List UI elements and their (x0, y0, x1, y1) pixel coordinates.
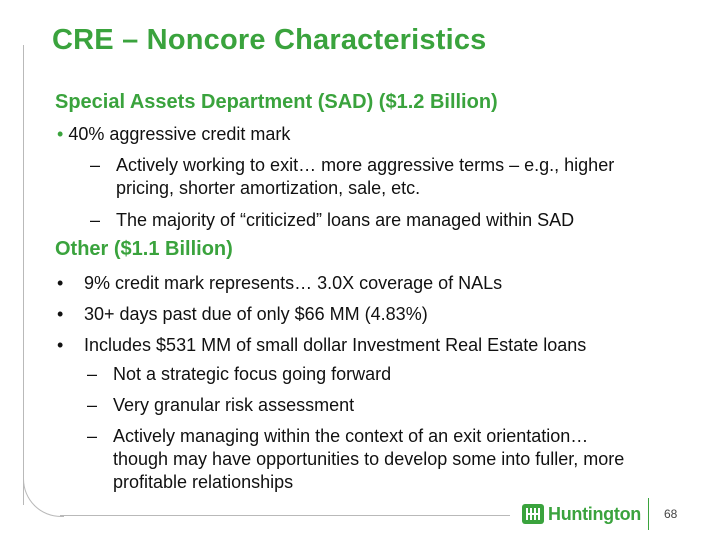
frame-bottom-line (60, 515, 510, 516)
bullet-glyph: • (57, 124, 64, 144)
frame-left-line (23, 45, 24, 505)
frame-corner-curve (23, 476, 64, 517)
sub-bullet-text-cont: pricing, shorter amortization, sale, etc. (116, 178, 421, 198)
bullet-glyph: • (57, 335, 64, 355)
section-heading-sad: Special Assets Department (SAD) ($1.2 Billion) (55, 91, 498, 113)
sub-bullet-text: The majority of “criticized” loans are managed within SAD (116, 210, 575, 230)
sub-bullet-text: Actively managing within the context of an exit orientation… (113, 426, 589, 446)
huntington-logo-icon (522, 503, 544, 525)
dash-glyph: – (87, 395, 98, 415)
page-number: 68 (664, 507, 678, 521)
logo-text: Huntington (548, 503, 641, 524)
bullet-text: 40% aggressive credit mark (68, 124, 291, 144)
sub-bullet-text-cont: though may have opportunities to develop some into fuller, more (113, 449, 625, 469)
sub-bullet-text-cont: profitable relationships (113, 472, 294, 492)
sub-bullet-text: Actively working to exit… more aggressive terms – e.g., higher (116, 155, 615, 175)
footer-separator (648, 498, 649, 530)
sub-bullet-text: Very granular risk assessment (113, 395, 355, 415)
sub-bullet-text: Not a strategic focus going forward (113, 364, 392, 384)
slide-title: CRE – Noncore Characteristics (52, 24, 487, 56)
dash-glyph: – (90, 155, 101, 175)
bullet-glyph: • (57, 304, 64, 324)
dash-glyph: – (87, 364, 98, 384)
huntington-logo (522, 503, 641, 525)
dash-glyph: – (90, 210, 101, 230)
bullet-text: Includes $531 MM of small dollar Investment Real Estate loans (84, 335, 587, 355)
bullet-item (57, 124, 290, 145)
bullet-text: 30+ days past due of only $66 MM (4.83%) (84, 304, 428, 324)
section-heading-other: Other ($1.1 Billion) (55, 238, 233, 260)
bullet-glyph: • (57, 273, 64, 293)
dash-glyph: – (87, 426, 98, 446)
bullet-text: 9% credit mark represents… 3.0X coverage of NALs (84, 273, 503, 293)
